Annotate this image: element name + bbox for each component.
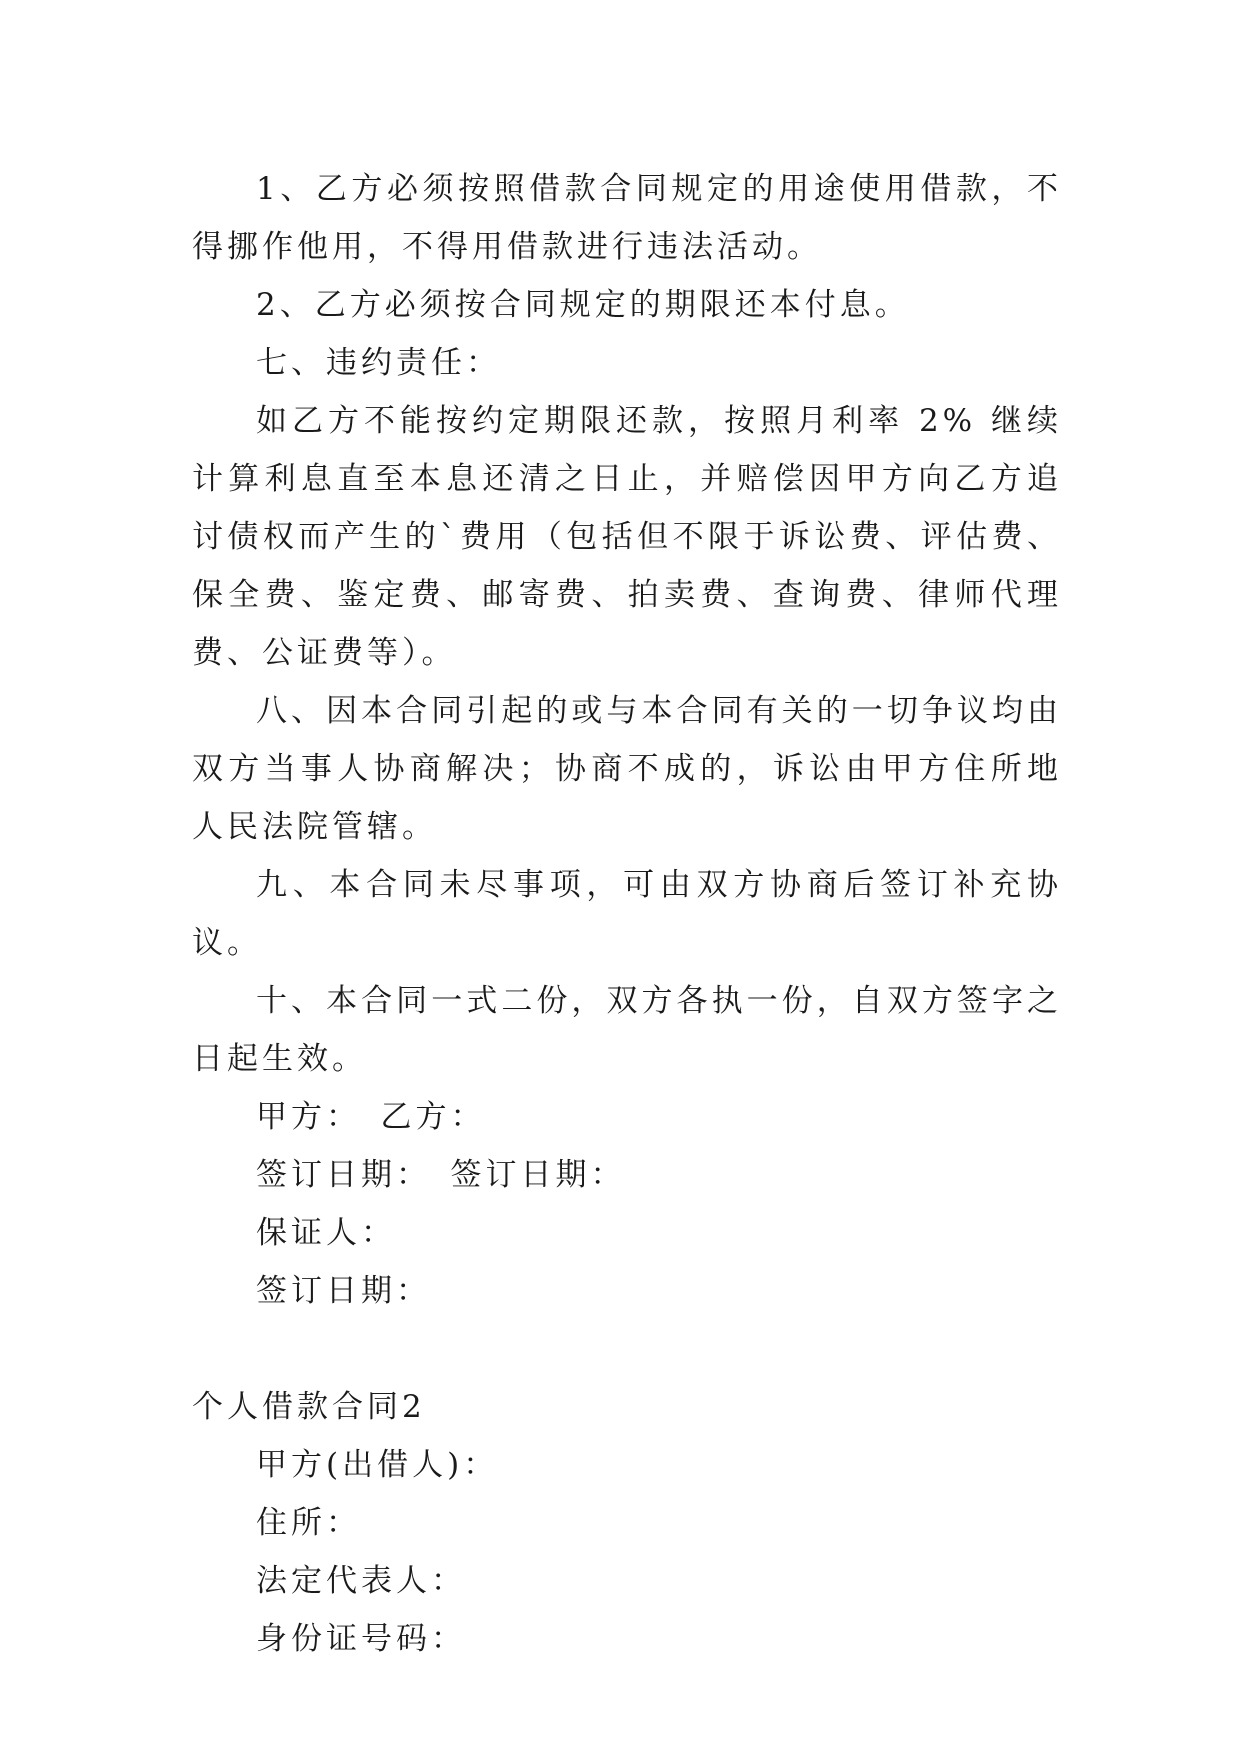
field-address: 住所： [256,1505,361,1541]
clause-breach-liability: 如乙方不能按约定期限还款，按照月利率 2% 继续计算利息直至本息还清之日止，并赔偿因甲方向乙方追讨债权而产生的`费用（包括但不限于诉讼费、评估费、保全费、鉴定费、邮寄费、拍卖费、查询费、律师代理费、公证费等）。 [192,403,1062,671]
field-lender: 甲方(出借人)： [256,1447,499,1483]
document-body [192,160,1062,1668]
section-heading-breach-liability: 七、违约责任： [256,345,501,381]
clause-supplementary-agreement: 九、本合同未尽事项，可由双方协商后签订补充协议。 [192,867,1062,961]
clause-usage-of-loan: 1、乙方必须按照借款合同规定的用途使用借款，不得挪作他用，不得用借款进行违法活动。 [192,171,1062,265]
signature-guarantor: 保证人： [256,1215,396,1251]
contract-2-title: 个人借款合同2 [192,1389,426,1425]
clause-effectiveness: 十、本合同一式二份，双方各执一份，自双方签字之日起生效。 [192,983,1062,1077]
clause-dispute-resolution: 八、因本合同引起的或与本合同有关的一切争议均由双方当事人协商解决；协商不成的，诉讼由甲方住所地人民法院管辖。 [192,693,1062,845]
field-legal-representative: 法定代表人： [256,1563,466,1599]
field-id-number: 身份证号码： [256,1621,466,1657]
section-spacer [192,1320,1062,1378]
clause-repayment-term: 2、乙方必须按合同规定的期限还本付息。 [256,287,910,323]
signature-dates: 签订日期： 签订日期： [256,1157,626,1193]
signature-guarantor-date: 签订日期： [256,1273,431,1309]
signature-parties: 甲方： 乙方： [256,1099,486,1135]
